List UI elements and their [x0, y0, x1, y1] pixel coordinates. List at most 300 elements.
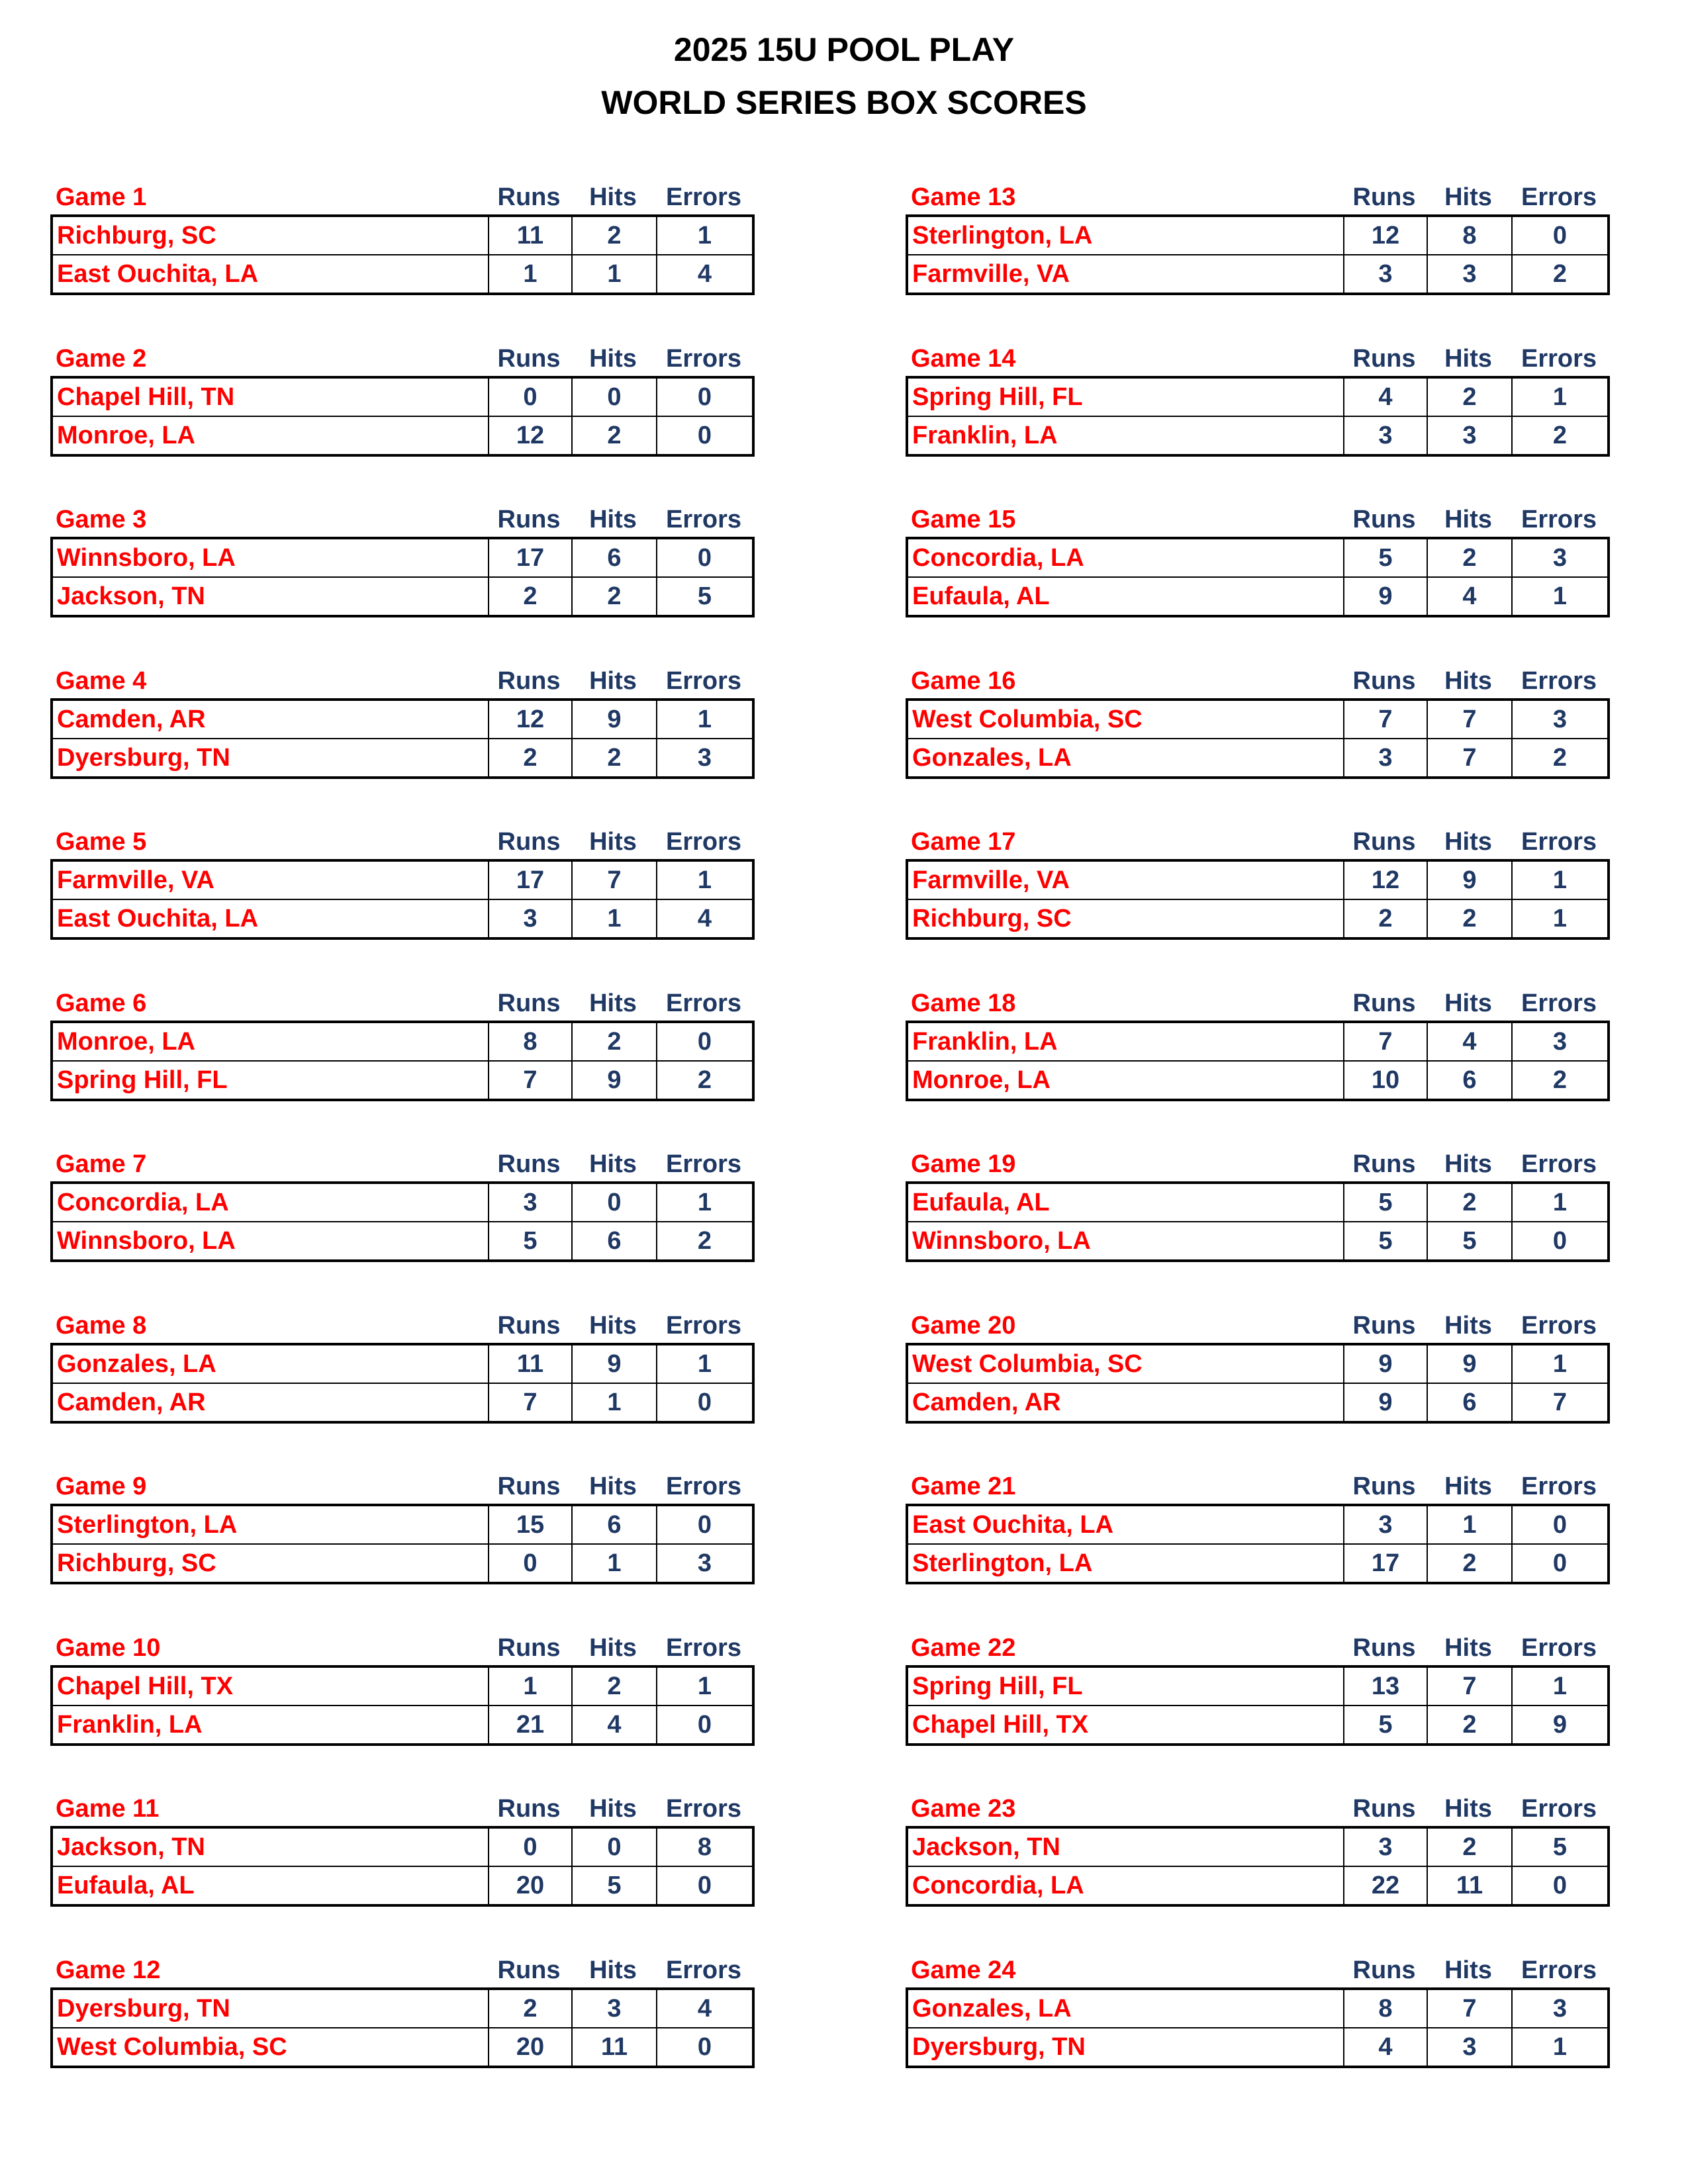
- runs-header: Runs: [1352, 183, 1416, 211]
- hits-value: 2: [1427, 377, 1512, 416]
- team-name: Franklin, LA: [52, 1706, 489, 1745]
- errors-value: 1: [1512, 377, 1609, 416]
- team-row: [52, 416, 753, 455]
- runs-header: Runs: [1352, 989, 1416, 1017]
- hits-value: 2: [1427, 899, 1512, 938]
- runs-value: 17: [489, 538, 572, 577]
- hits-value: 11: [1427, 1866, 1512, 1905]
- runs-value: 21: [489, 1706, 572, 1745]
- errors-value: 3: [1512, 700, 1609, 739]
- hits-header: Hits: [1444, 1795, 1492, 1823]
- team-name: Richburg, SC: [907, 899, 1344, 938]
- team-name: Jackson, TN: [52, 577, 489, 616]
- box-score-table: [906, 1987, 1610, 2068]
- team-name: West Columbia, SC: [907, 1344, 1344, 1383]
- runs-header: Runs: [1352, 506, 1416, 533]
- hits-value: 4: [1427, 577, 1512, 616]
- hits-value: 2: [572, 1022, 657, 1061]
- errors-value: 2: [1512, 739, 1609, 778]
- runs-header: Runs: [1352, 1956, 1416, 1984]
- runs-value: 5: [1344, 1706, 1427, 1745]
- hits-header: Hits: [1444, 1312, 1492, 1340]
- runs-header: Runs: [497, 506, 561, 533]
- errors-value: 0: [657, 1866, 753, 1905]
- team-row: [907, 1344, 1609, 1383]
- team-row: [907, 739, 1609, 778]
- errors-value: 1: [657, 216, 753, 255]
- game-block: [906, 1468, 1607, 1600]
- hits-value: 1: [1427, 1505, 1512, 1544]
- hits-header: Hits: [1444, 183, 1492, 211]
- hits-header: Hits: [1444, 1956, 1492, 1984]
- hits-header: Hits: [589, 828, 637, 856]
- errors-header: Errors: [665, 183, 742, 211]
- hits-header: Hits: [1444, 667, 1492, 695]
- team-row: [52, 700, 753, 739]
- team-name: Sterlington, LA: [907, 1544, 1344, 1583]
- runs-value: 5: [1344, 1183, 1427, 1222]
- runs-header: Runs: [1352, 1795, 1416, 1823]
- game-header: [50, 1468, 752, 1504]
- errors-value: 1: [657, 860, 753, 899]
- team-row: [907, 416, 1609, 455]
- errors-value: 0: [1512, 1866, 1609, 1905]
- team-name: Eufaula, AL: [907, 577, 1344, 616]
- box-score-table: [906, 214, 1610, 295]
- game-label: Game 11: [56, 1795, 160, 1823]
- runs-header: Runs: [1352, 667, 1416, 695]
- runs-value: 1: [489, 1666, 572, 1706]
- team-row: [907, 700, 1609, 739]
- errors-value: 1: [1512, 899, 1609, 938]
- hits-header: Hits: [589, 1473, 637, 1500]
- runs-value: 3: [1344, 739, 1427, 778]
- game-label: Game 12: [56, 1956, 161, 1984]
- game-label: Game 17: [911, 828, 1016, 856]
- hits-value: 5: [1427, 1222, 1512, 1261]
- errors-header: Errors: [1521, 1795, 1597, 1823]
- team-name: Jackson, TN: [52, 1827, 489, 1866]
- game-header: [50, 340, 752, 376]
- runs-value: 15: [489, 1505, 572, 1544]
- team-row: [907, 1866, 1609, 1905]
- box-score-table: [906, 1021, 1610, 1101]
- box-score-table: [906, 1504, 1610, 1584]
- team-row: [907, 538, 1609, 577]
- runs-value: 3: [489, 899, 572, 938]
- runs-value: 20: [489, 1866, 572, 1905]
- team-name: Franklin, LA: [907, 1022, 1344, 1061]
- team-name: Concordia, LA: [52, 1183, 489, 1222]
- errors-value: 3: [1512, 1022, 1609, 1061]
- game-block: [50, 1629, 752, 1762]
- runs-value: 2: [489, 1989, 572, 2028]
- game-block: [50, 985, 752, 1117]
- game-label: Game 22: [911, 1634, 1016, 1662]
- hits-header: Hits: [589, 1150, 637, 1178]
- runs-header: Runs: [497, 183, 561, 211]
- game-block: [906, 1790, 1607, 1923]
- team-name: Winnsboro, LA: [907, 1222, 1344, 1261]
- game-label: Game 13: [911, 183, 1016, 211]
- errors-value: 1: [1512, 577, 1609, 616]
- box-score-table: [50, 1987, 755, 2068]
- team-row: [52, 1989, 753, 2028]
- hits-value: 9: [572, 1344, 657, 1383]
- errors-header: Errors: [665, 1795, 742, 1823]
- team-row: [52, 1383, 753, 1422]
- hits-header: Hits: [1444, 989, 1492, 1017]
- team-name: Gonzales, LA: [52, 1344, 489, 1383]
- game-label: Game 6: [56, 989, 147, 1017]
- errors-value: 3: [657, 1544, 753, 1583]
- runs-value: 10: [1344, 1061, 1427, 1100]
- hits-header: Hits: [589, 1634, 637, 1662]
- runs-header: Runs: [497, 1956, 561, 1984]
- runs-value: 2: [489, 577, 572, 616]
- team-name: East Ouchita, LA: [52, 899, 489, 938]
- runs-value: 2: [489, 739, 572, 778]
- game-header: [906, 1629, 1607, 1665]
- team-row: [907, 1383, 1609, 1422]
- errors-value: 1: [1512, 1344, 1609, 1383]
- game-block: [906, 985, 1607, 1117]
- runs-value: 0: [489, 377, 572, 416]
- hits-value: 3: [1427, 416, 1512, 455]
- hits-header: Hits: [589, 506, 637, 533]
- errors-header: Errors: [1521, 183, 1597, 211]
- runs-value: 7: [1344, 1022, 1427, 1061]
- errors-header: Errors: [665, 1634, 742, 1662]
- errors-value: 0: [657, 377, 753, 416]
- errors-value: 1: [657, 1183, 753, 1222]
- runs-value: 22: [1344, 1866, 1427, 1905]
- team-name: Gonzales, LA: [907, 1989, 1344, 2028]
- runs-header: Runs: [497, 989, 561, 1017]
- errors-header: Errors: [1521, 345, 1597, 373]
- team-row: [52, 1866, 753, 1905]
- runs-header: Runs: [1352, 1473, 1416, 1500]
- team-name: Monroe, LA: [907, 1061, 1344, 1100]
- errors-header: Errors: [1521, 1150, 1597, 1178]
- errors-value: 1: [1512, 2028, 1609, 2067]
- box-score-table: [50, 698, 755, 779]
- team-name: Chapel Hill, TN: [52, 377, 489, 416]
- team-name: Chapel Hill, TX: [907, 1706, 1344, 1745]
- runs-header: Runs: [1352, 1312, 1416, 1340]
- game-header: [50, 1790, 752, 1826]
- errors-header: Errors: [1521, 1473, 1597, 1500]
- team-name: Richburg, SC: [52, 1544, 489, 1583]
- team-row: [52, 1344, 753, 1383]
- hits-value: 7: [1427, 1989, 1512, 2028]
- errors-header: Errors: [1521, 1956, 1597, 1984]
- team-row: [52, 255, 753, 294]
- game-label: Game 3: [56, 506, 147, 533]
- hits-value: 2: [1427, 1544, 1512, 1583]
- errors-header: Errors: [665, 1150, 742, 1178]
- team-row: [907, 1222, 1609, 1261]
- hits-value: 4: [572, 1706, 657, 1745]
- box-score-table: [906, 1826, 1610, 1907]
- errors-header: Errors: [665, 1473, 742, 1500]
- runs-value: 3: [1344, 416, 1427, 455]
- runs-value: 9: [1344, 1344, 1427, 1383]
- errors-value: 2: [1512, 416, 1609, 455]
- errors-value: 2: [657, 1222, 753, 1261]
- runs-value: 9: [1344, 1383, 1427, 1422]
- page-subtitle: WORLD SERIES BOX SCORES: [601, 84, 1087, 121]
- team-name: Richburg, SC: [52, 216, 489, 255]
- runs-value: 5: [1344, 1222, 1427, 1261]
- team-name: Spring Hill, FL: [52, 1061, 489, 1100]
- errors-header: Errors: [665, 506, 742, 533]
- hits-value: 2: [572, 739, 657, 778]
- team-row: [907, 216, 1609, 255]
- game-header: [50, 1146, 752, 1181]
- runs-value: 20: [489, 2028, 572, 2067]
- game-label: Game 1: [56, 183, 147, 211]
- hits-value: 0: [572, 1183, 657, 1222]
- team-row: [907, 377, 1609, 416]
- runs-header: Runs: [497, 1312, 561, 1340]
- errors-value: 8: [657, 1827, 753, 1866]
- errors-header: Errors: [665, 1956, 742, 1984]
- team-row: [907, 1706, 1609, 1745]
- game-header: [906, 1790, 1607, 1826]
- runs-value: 1: [489, 255, 572, 294]
- game-header: [906, 823, 1607, 859]
- hits-value: 7: [1427, 739, 1512, 778]
- runs-header: Runs: [1352, 828, 1416, 856]
- team-name: Farmville, VA: [907, 860, 1344, 899]
- game-label: Game 8: [56, 1312, 147, 1340]
- game-block: [50, 1146, 752, 1278]
- runs-header: Runs: [1352, 1634, 1416, 1662]
- game-label: Game 2: [56, 345, 147, 373]
- hits-value: 2: [1427, 538, 1512, 577]
- hits-value: 6: [1427, 1061, 1512, 1100]
- team-row: [52, 899, 753, 938]
- game-block: [906, 1146, 1607, 1278]
- runs-header: Runs: [497, 1634, 561, 1662]
- team-name: Eufaula, AL: [52, 1866, 489, 1905]
- game-block: [50, 501, 752, 633]
- runs-header: Runs: [497, 1473, 561, 1500]
- errors-header: Errors: [665, 828, 742, 856]
- game-header: [906, 501, 1607, 537]
- errors-value: 0: [657, 416, 753, 455]
- runs-value: 12: [489, 700, 572, 739]
- errors-value: 1: [1512, 1183, 1609, 1222]
- game-header: [50, 662, 752, 698]
- runs-value: 12: [489, 416, 572, 455]
- game-label: Game 7: [56, 1150, 147, 1178]
- hits-header: Hits: [1444, 1634, 1492, 1662]
- errors-value: 5: [657, 577, 753, 616]
- team-row: [907, 860, 1609, 899]
- errors-value: 4: [657, 1989, 753, 2028]
- runs-header: Runs: [497, 1150, 561, 1178]
- game-block: [50, 179, 752, 311]
- hits-header: Hits: [589, 1795, 637, 1823]
- team-row: [52, 1222, 753, 1261]
- errors-value: 3: [1512, 538, 1609, 577]
- errors-header: Errors: [1521, 1312, 1597, 1340]
- game-block: [906, 1307, 1607, 1439]
- errors-header: Errors: [1521, 667, 1597, 695]
- hits-value: 9: [572, 1061, 657, 1100]
- errors-value: 4: [657, 255, 753, 294]
- box-score-table: [906, 537, 1610, 617]
- game-block: [906, 823, 1607, 956]
- runs-header: Runs: [497, 828, 561, 856]
- team-row: [907, 1666, 1609, 1706]
- team-name: West Columbia, SC: [907, 700, 1344, 739]
- game-label: Game 21: [911, 1473, 1016, 1500]
- runs-header: Runs: [497, 1795, 561, 1823]
- errors-value: 7: [1512, 1383, 1609, 1422]
- game-label: Game 19: [911, 1150, 1016, 1178]
- runs-value: 5: [489, 1222, 572, 1261]
- errors-header: Errors: [665, 667, 742, 695]
- hits-header: Hits: [1444, 1150, 1492, 1178]
- hits-header: Hits: [1444, 1473, 1492, 1500]
- hits-value: 11: [572, 2028, 657, 2067]
- game-block: [50, 1307, 752, 1439]
- runs-value: 12: [1344, 216, 1427, 255]
- runs-value: 7: [489, 1061, 572, 1100]
- runs-header: Runs: [1352, 345, 1416, 373]
- game-block: [906, 1952, 1607, 2084]
- team-row: [907, 577, 1609, 616]
- runs-value: 11: [489, 1344, 572, 1383]
- hits-value: 6: [572, 1505, 657, 1544]
- errors-value: 0: [1512, 216, 1609, 255]
- box-score-table: [906, 859, 1610, 940]
- game-header: [906, 1307, 1607, 1343]
- game-header: [906, 662, 1607, 698]
- game-label: Game 15: [911, 506, 1016, 533]
- box-score-table: [50, 214, 755, 295]
- team-row: [52, 1827, 753, 1866]
- game-header: [50, 501, 752, 537]
- errors-header: Errors: [1521, 989, 1597, 1017]
- errors-value: 1: [657, 1666, 753, 1706]
- game-header: [50, 823, 752, 859]
- team-row: [52, 739, 753, 778]
- team-row: [52, 1505, 753, 1544]
- game-label: Game 10: [56, 1634, 161, 1662]
- game-header: [50, 1307, 752, 1343]
- game-block: [906, 179, 1607, 311]
- runs-value: 3: [1344, 1505, 1427, 1544]
- runs-header: Runs: [1352, 1150, 1416, 1178]
- team-name: Concordia, LA: [907, 538, 1344, 577]
- team-name: West Columbia, SC: [52, 2028, 489, 2067]
- hits-value: 3: [1427, 2028, 1512, 2067]
- game-label: Game 14: [911, 345, 1016, 373]
- box-score-table: [906, 1665, 1610, 1746]
- errors-header: Errors: [1521, 828, 1597, 856]
- hits-value: 9: [1427, 860, 1512, 899]
- team-row: [52, 1706, 753, 1745]
- box-score-table: [50, 1181, 755, 1262]
- team-row: [907, 1022, 1609, 1061]
- hits-value: 7: [1427, 700, 1512, 739]
- game-label: Game 20: [911, 1312, 1016, 1340]
- runs-value: 11: [489, 216, 572, 255]
- team-row: [907, 899, 1609, 938]
- game-header: [906, 179, 1607, 214]
- errors-value: 1: [1512, 1666, 1609, 1706]
- game-block: [906, 1629, 1607, 1762]
- team-name: Dyersburg, TN: [907, 2028, 1344, 2067]
- team-name: East Ouchita, LA: [52, 255, 489, 294]
- box-score-table: [906, 376, 1610, 457]
- hits-header: Hits: [589, 345, 637, 373]
- game-label: Game 18: [911, 989, 1016, 1017]
- hits-value: 1: [572, 899, 657, 938]
- box-score-table: [906, 1343, 1610, 1424]
- hits-value: 8: [1427, 216, 1512, 255]
- errors-value: 2: [1512, 1061, 1609, 1100]
- team-row: [52, 1061, 753, 1100]
- runs-value: 0: [489, 1827, 572, 1866]
- errors-value: 0: [1512, 1505, 1609, 1544]
- team-row: [907, 1827, 1609, 1866]
- errors-value: 0: [657, 1706, 753, 1745]
- hits-header: Hits: [1444, 506, 1492, 533]
- team-name: Jackson, TN: [907, 1827, 1344, 1866]
- errors-value: 0: [657, 1383, 753, 1422]
- game-label: Game 16: [911, 667, 1016, 695]
- errors-value: 5: [1512, 1827, 1609, 1866]
- errors-value: 1: [1512, 860, 1609, 899]
- errors-value: 3: [1512, 1989, 1609, 2028]
- runs-value: 7: [1344, 700, 1427, 739]
- hits-value: 4: [1427, 1022, 1512, 1061]
- team-row: [907, 1505, 1609, 1544]
- game-header: [906, 1146, 1607, 1181]
- game-header: [906, 340, 1607, 376]
- team-row: [52, 538, 753, 577]
- team-name: Monroe, LA: [52, 1022, 489, 1061]
- team-row: [907, 1183, 1609, 1222]
- hits-header: Hits: [589, 183, 637, 211]
- box-score-table: [50, 859, 755, 940]
- runs-header: Runs: [497, 667, 561, 695]
- team-row: [52, 1022, 753, 1061]
- game-header: [906, 1468, 1607, 1504]
- runs-value: 4: [1344, 2028, 1427, 2067]
- team-row: [907, 255, 1609, 294]
- hits-value: 1: [572, 1544, 657, 1583]
- hits-value: 2: [572, 416, 657, 455]
- team-name: Winnsboro, LA: [52, 538, 489, 577]
- box-score-table: [906, 1181, 1610, 1262]
- hits-value: 1: [572, 1383, 657, 1422]
- runs-value: 3: [489, 1183, 572, 1222]
- runs-value: 4: [1344, 377, 1427, 416]
- runs-value: 3: [1344, 1827, 1427, 1866]
- runs-value: 8: [489, 1022, 572, 1061]
- hits-value: 2: [1427, 1183, 1512, 1222]
- hits-header: Hits: [589, 667, 637, 695]
- errors-value: 2: [657, 1061, 753, 1100]
- team-row: [907, 1544, 1609, 1583]
- game-block: [50, 1790, 752, 1923]
